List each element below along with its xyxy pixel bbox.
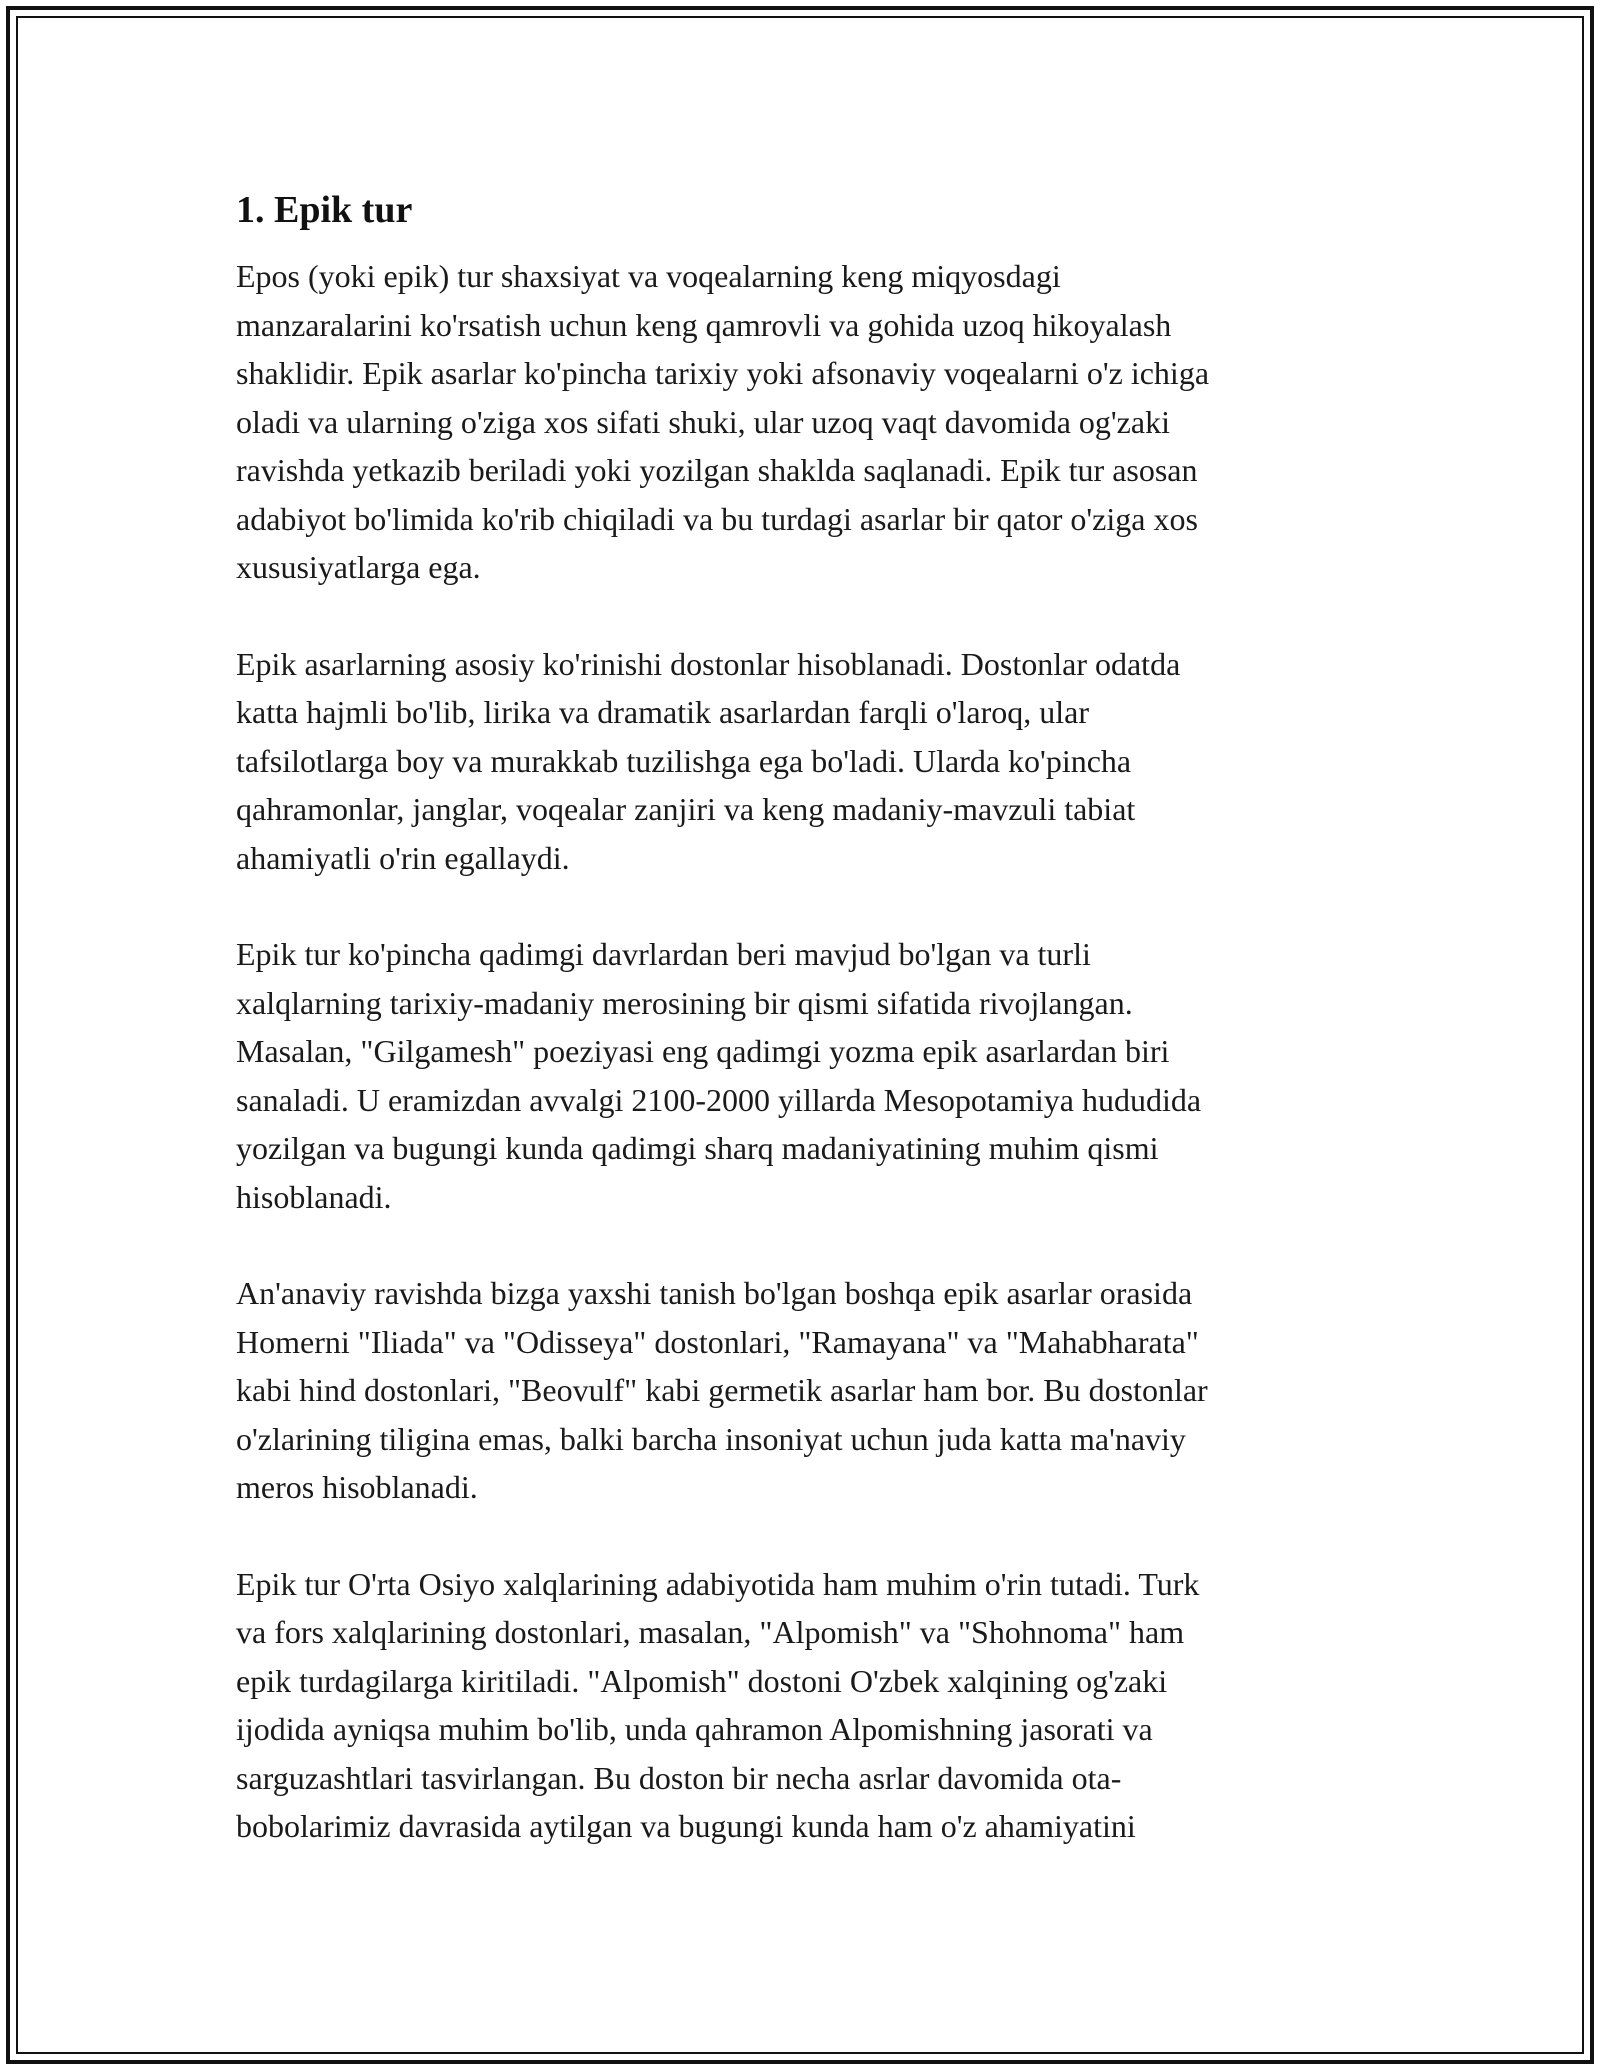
text-line: kabi hind dostonlari, "Beovulf" kabi germetik asarlar ham bor. Bu dostonlar xyxy=(236,1372,1208,1408)
paragraph-5 xyxy=(236,1560,1356,1851)
text-line: bobolarimiz davrasida aytilgan va bugungi kunda ham o'z ahamiyatini xyxy=(236,1808,1136,1844)
text-line: tafsilotlarga boy va murakkab tuzilishga ega bo'ladi. Ularda ko'pincha xyxy=(236,742,1132,779)
text-line: ravishda yetkazib beriladi yoki yozilgan shaklda saqlanadi. Epik tur asosan xyxy=(236,452,1198,488)
text-line: katta hajmli bo'lib, lirika va dramatik asarlardan farqli o'laroq, ular xyxy=(236,694,1089,730)
text-line: qahramonlar, janglar, voqealar zanjiri va keng madaniy-mavzuli tabiat xyxy=(236,791,1136,827)
text-line: Masalan, "Gilgamesh" poeziyasi eng qadimgi yozma epik asarlardan biri xyxy=(236,1033,1170,1069)
text-line: va fors xalqlarining dostonlari, masalan, "Alpomish" va "Shohnoma" ham xyxy=(236,1614,1185,1650)
text-line: An'anaviy ravishda bizga yaxshi tanish bo'lgan boshqa epik asarlar orasida xyxy=(236,1275,1193,1311)
text-line: sanaladi. U eramizdan avvalgi 2100-2000 yillarda Mesopotamiya hududida xyxy=(236,1081,1202,1118)
text-line: Epik asarlarning asosiy ko'rinishi dostonlar hisoblanadi. Dostonlar odatda xyxy=(236,645,1181,682)
text-line: xalqlarning tarixiy-madaniy merosining bir qismi sifatida rivojlangan. xyxy=(236,984,1133,1021)
paragraph-3 xyxy=(236,930,1356,1221)
text-line: yozilgan va bugungi kunda qadimgi sharq madaniyatining muhim qismi xyxy=(236,1130,1159,1166)
paragraph-4 xyxy=(236,1269,1356,1512)
text-line: meros hisoblanadi. xyxy=(236,1469,478,1505)
text-line: o'zlarining tiligina emas, balki barcha insoniyat uchun juda katta ma'naviy xyxy=(236,1420,1186,1457)
text-line: ijodida ayniqsa muhim bo'lib, unda qahramon Alpomishning jasorati va xyxy=(236,1711,1153,1747)
text-line: sarguzashtlari tasvirlangan. Bu doston bir necha asrlar davomida ota- xyxy=(236,1759,1122,1796)
text-line: xususiyatlarga ega. xyxy=(236,549,481,585)
text-line: adabiyot bo'limida ko'rib chiqiladi va bu turdagi asarlar bir qator o'ziga xos xyxy=(236,500,1198,537)
text-line: Homerni "Iliada" va "Odisseya" dostonlari, "Ramayana" va "Mahabharata" xyxy=(236,1323,1199,1360)
paragraph-2 xyxy=(236,640,1356,883)
text-line: oladi va ularning o'ziga xos sifati shuki, ular uzoq vaqt davomida og'zaki xyxy=(236,403,1170,440)
section-heading: 1. Epik tur xyxy=(236,189,413,231)
text-line: manzaralarini ko'rsatish uchun keng qamrovli va gohida uzoq hikoyalash xyxy=(236,306,1172,343)
text-line: Epik tur O'rta Osiyo xalqlarining adabiyotida ham muhim o'rin tutadi. Turk xyxy=(236,1565,1200,1602)
text-line: Epos (yoki epik) tur shaxsiyat va voqealarning keng miqyosdagi xyxy=(236,258,1061,294)
paragraph-1 xyxy=(236,252,1356,592)
text-line: epik turdagilarga kiritiladi. "Alpomish" dostoni O'zbek xalqining og'zaki xyxy=(236,1662,1168,1699)
text-line: shaklidir. Epik asarlar ko'pincha tarixiy yoki afsonaviy voqealarni o'z ichiga xyxy=(236,355,1210,391)
text-line: hisoblanadi. xyxy=(236,1178,392,1215)
text-line: ahamiyatli o'rin egallaydi. xyxy=(236,839,570,876)
text-line: Epik tur ko'pincha qadimgi davrlardan beri mavjud bo'lgan va turli xyxy=(236,936,1091,972)
document-body xyxy=(236,186,1356,1899)
